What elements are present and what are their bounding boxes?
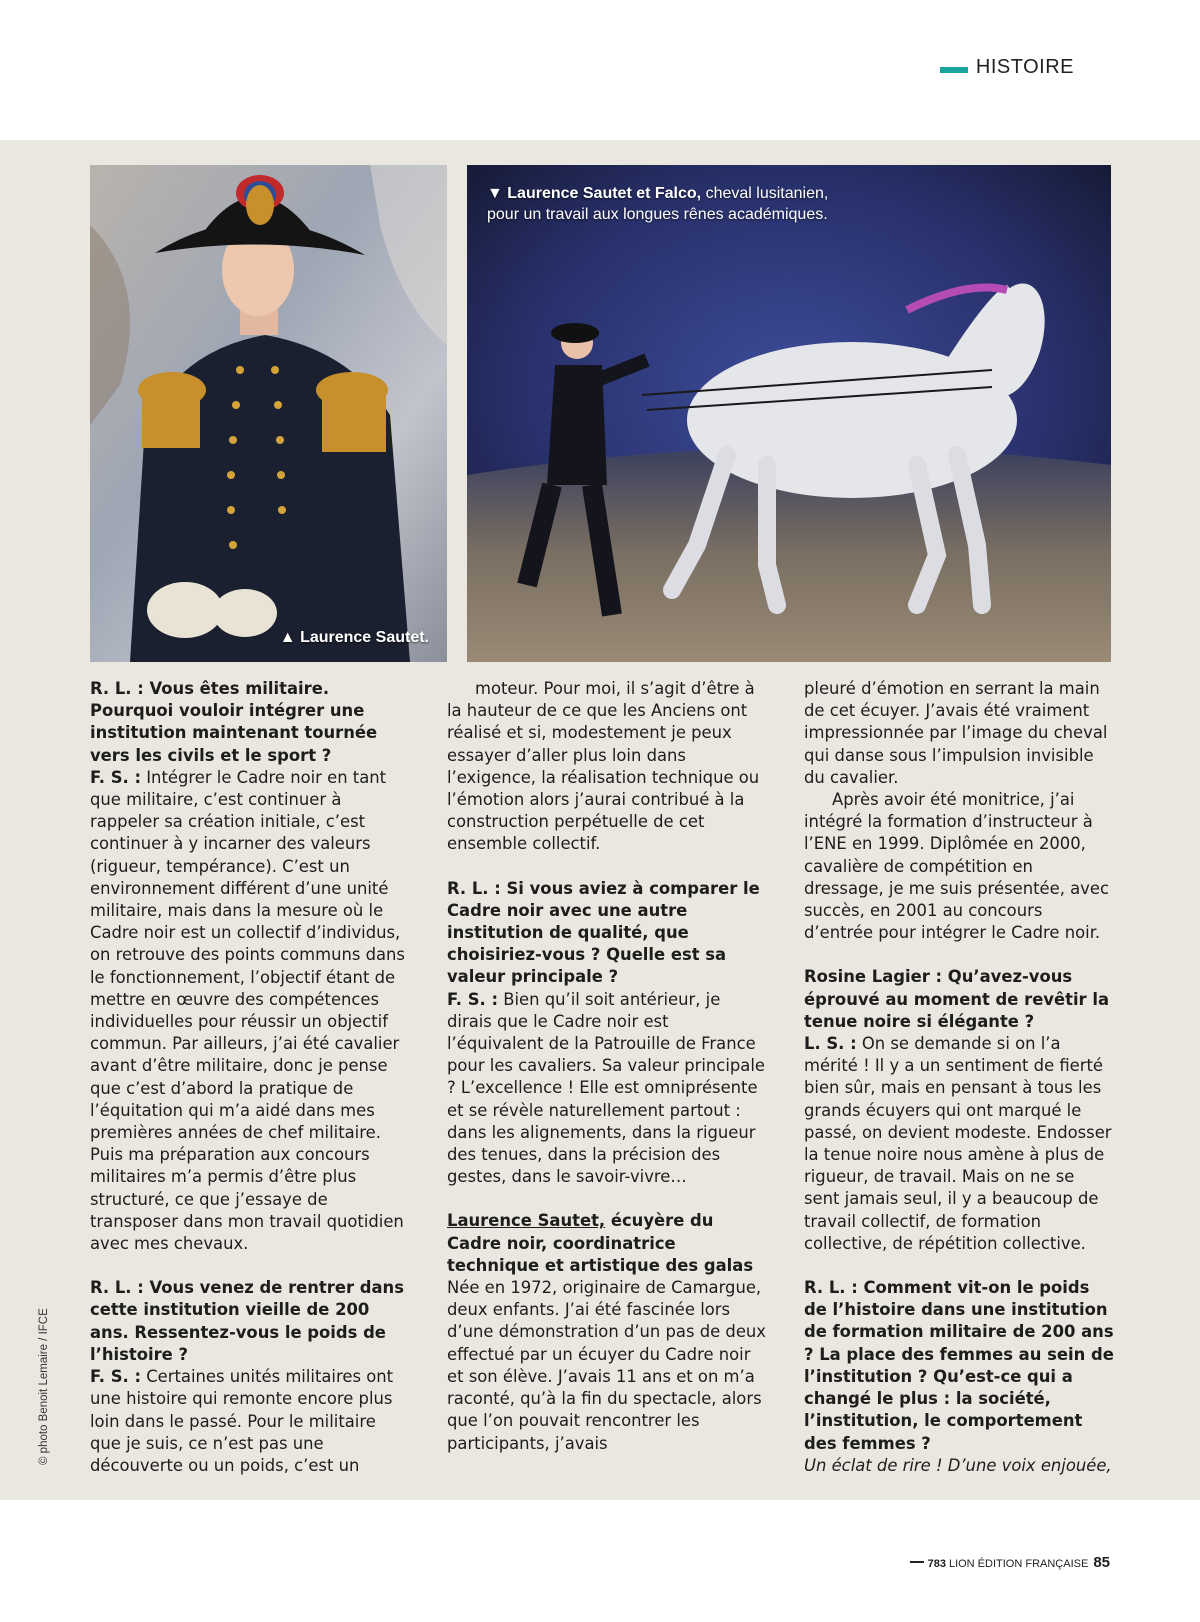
answer-1: [90, 767, 410, 1255]
answer-2-speaker: F. S. :: [90, 1367, 142, 1387]
horse-caption-lead: ▼ Laurence Sautet et Falco,: [487, 185, 702, 202]
answer-3-speaker: F. S. :: [447, 989, 499, 1009]
portrait-photo: [90, 165, 447, 662]
continued-paragraph: moteur. Pour moi, il s’agit d’être à la hauteur de ce que les Anciens ont réalisé et si, modestement je peux essayer d’aller plus loin dans l’exigence, la réalisation technique ou l’émotion alors j’aurai contribué à la construction perpétuelle de cet ensemble collectif.: [447, 679, 760, 854]
bio-name: Laurence Sautet,: [447, 1211, 606, 1231]
publication-name: LION ÉDITION FRANÇAISE: [948, 1558, 1089, 1570]
question-2: R. L. : Vous venez de rentrer dans cette institution vieille de 200 ans. Ressentez-vous le poids de l’histoire ?: [90, 1278, 404, 1364]
section-title: HISTOIRE: [975, 56, 1074, 78]
question-1: R. L. : Vous êtes militaire. Pourquoi vouloir intégrer une institution maintenant tournée vers les civils et le sport ?: [90, 679, 378, 765]
question-5: R. L. : Comment vit-on le poids de l’histoire dans une institution de formation militaire de 200 ans ? La place des femmes au sein de l’institution ? Qu’est-ce qui a changé le plus : la société, l’institution, le comportement des femmes ?: [804, 1278, 1114, 1453]
page-number: 85: [1093, 1554, 1110, 1571]
horse-caption-text-2: pour un travail aux longues rênes académiques.: [487, 206, 828, 223]
footer-dash: [910, 1561, 924, 1563]
answer-3-text: Bien qu’il soit antérieur, je dirais que le Cadre noir est l’équivalent de la Patrouille de France pour les cavaliers. Sa valeur principale ? L’excellence ! Elle est omniprésente et se révèle naturellement partout : dans les alignements, dans la rigueur des tenues, dans la précision des gestes, dans le savoir-vivre…: [447, 989, 765, 1187]
bio-heading: [447, 1210, 769, 1277]
article-column-1: [90, 678, 410, 1477]
horse-caption-text: cheval lusitanien,: [701, 185, 829, 202]
question-4: Rosine Lagier : Qu’avez-vous éprouvé au moment de revêtir la tenue noire si élégante ?: [804, 967, 1110, 1031]
answer-4-speaker: L. S. :: [804, 1034, 857, 1054]
bio-title: écuyère du Cadre noir, coordinatrice technique et artistique des galas: [447, 1211, 754, 1275]
horse-caption: [487, 183, 907, 225]
paragraph-career: Après avoir été monitrice, j’ai intégré la formation d’instructeur à l’ENE en 1999. Diplômée en 2000, cavalière de compétition en dressage, je me suis présentée, avec succès, en 2001 au concours d’entrée pour intégrer le Cadre noir.: [804, 790, 1109, 943]
answer-1-speaker: F. S. :: [90, 767, 142, 787]
portrait-caption: ▲ Laurence Sautet.: [279, 629, 429, 646]
question-3: R. L. : Si vous aviez à comparer le Cadre noir avec une autre institution de qualité, que choisiriez-vous ? Quelle est sa valeur principale ?: [447, 878, 760, 987]
article-column-3: [804, 678, 1114, 1477]
section-accent-bar: [940, 67, 968, 73]
continued-paragraph-3: pleuré d’émotion en serrant la main de cet écuyer. J’avais été vraiment impressionnée par l’image du cheval qui danse sous l’impulsion invisible du cavalier.: [804, 679, 1108, 787]
answer-5: Un éclat de rire ! D’une voix enjouée,: [804, 1455, 1112, 1475]
photo-credit: © photo Benoit Lemaire / IFCE: [38, 1308, 50, 1465]
answer-3: [447, 989, 769, 1189]
answer-1-text: Intégrer le Cadre noir en tant que militaire, c’est continuer à rappeler sa création initiale, c’est continuer à y incarner des valeurs (rigueur, tempérance). C’est un environnement différent d’une unité militaire, mais dans la mesure où le Cadre noir est un collectif d’individus, on retrouve des points communs dans le fonctionnement, l’objectif étant de mettre en œuvre des compétences individuelles pour réussir un objectif commun. Par ailleurs, j’ai été cavalier avant d’être militaire, donc je pense que c’est d’abord la pratique de l’équitation qui m’a aidé dans mes premières années de chef militaire. Puis ma préparation aux concours militaires m’a permis d’être plus structuré, ce que j’essaye de transposer dans mon travail quotidien avec mes chevaux.: [90, 767, 405, 1254]
answer-4: [804, 1033, 1114, 1255]
page-footer: [910, 1554, 1110, 1571]
bio-text: Née en 1972, originaire de Camargue, deux enfants. J’ai été fascinée lors d’une démonstration d’un pas de deux effectué par un écuyer du Cadre noir et son élève. J’avais 11 ans et on m’a raconté, qu’à la fin du spectacle, alors que l’on pouvait rencontrer les participants, j’avais: [447, 1278, 766, 1453]
answer-2-text: Certaines unités militaires ont une histoire qui remonte encore plus loin dans le passé. Pour le militaire que je suis, ce n’est pas une découverte ou un poids, c’est un: [90, 1367, 394, 1475]
answer-2: [90, 1366, 410, 1477]
horse-photo: [467, 165, 1111, 662]
issue-number: 783: [927, 1558, 946, 1570]
article-column-2: [447, 678, 769, 1455]
section-header: [940, 56, 1074, 79]
answer-4-text: On se demande si on l’a mérité ! Il y a un sentiment de fierté bien sûr, mais en pensant à tous les grands écuyers qui ont marqué le passé, on devient modeste. Endosser la tenue noire nous amène à plus de rigueur, de travail. Mais on ne se sent jamais seul, il y a beaucoup de travail collectif, de formation collective, de répétition collective.: [804, 1034, 1112, 1253]
